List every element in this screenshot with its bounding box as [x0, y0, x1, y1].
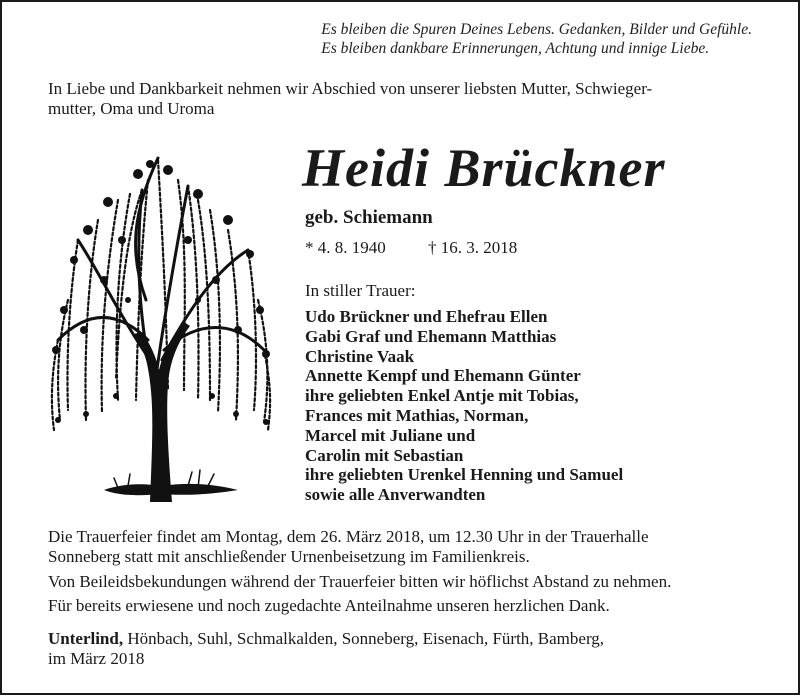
place-main: Unterlind, — [48, 629, 124, 648]
poem — [321, 20, 752, 58]
birth-date: * 4. 8. 1940 — [305, 238, 386, 257]
places-line — [48, 629, 604, 649]
weeping-willow-icon — [38, 150, 284, 502]
funeral-line: Sonneberg statt mit anschließender Urnenbeisetzung im Familienkreis. — [48, 547, 530, 566]
thanks-note: Für bereits erwiesene und noch zugedachte Anteilnahme unseren herzlichen Dank. — [48, 596, 610, 615]
mourner: Marcel mit Juliane und — [305, 425, 476, 445]
death-date: † 16. 3. 2018 — [428, 238, 518, 257]
intro-line: In Liebe und Dankbarkeit nehmen wir Abschied von unserer liebsten Mutter, Schwieger- — [48, 79, 653, 98]
mourner: Carolin mit Sebastian — [305, 445, 464, 465]
funeral-line: Die Trauerfeier findet am Montag, dem 26. März 2018, um 12.30 Uhr in der Trauerhalle — [48, 527, 649, 546]
poem-line: Es bleiben die Spuren Deines Lebens. Gedanken, Bilder und Gefühle. — [321, 21, 752, 38]
mourner: Christine Vaak — [305, 346, 415, 366]
place-list: Hönbach, Suhl, Schmalkalden, Sonneberg, Eisenach, Fürth, Bamberg, — [123, 629, 605, 648]
places-and-date — [48, 629, 604, 669]
mourner: Annette Kempf und Ehemann Günter — [305, 366, 581, 386]
mourner: sowie alle Anverwandten — [305, 485, 486, 505]
mourner: Frances mit Mathias, Norman, — [305, 405, 529, 425]
mourner: Udo Brückner und Ehefrau Ellen — [305, 307, 548, 326]
notice-date: im März 2018 — [48, 649, 145, 668]
intro-text — [48, 79, 758, 119]
intro-line: mutter, Oma und Uroma — [48, 99, 215, 118]
mourner: ihre geliebten Urenkel Henning und Samuel — [305, 465, 624, 485]
poem-line: Es bleiben dankbare Erinnerungen, Achtung und innige Liebe. — [321, 40, 710, 57]
birth-name: geb. Schiemann — [305, 207, 433, 228]
funeral-info — [48, 527, 760, 567]
life-dates — [305, 238, 517, 258]
mourners-list — [305, 307, 623, 505]
mourning-label: In stiller Trauer: — [305, 281, 416, 300]
deceased-name: Heidi Brückner — [302, 138, 666, 198]
condolence-note: Von Beileidsbekundungen während der Trauerfeier bitten wir höflichst Abstand zu nehmen. — [48, 572, 672, 591]
mourner: Gabi Graf und Ehemann Matthias — [305, 326, 557, 346]
mourner: ihre geliebten Enkel Antje mit Tobias, — [305, 386, 579, 406]
